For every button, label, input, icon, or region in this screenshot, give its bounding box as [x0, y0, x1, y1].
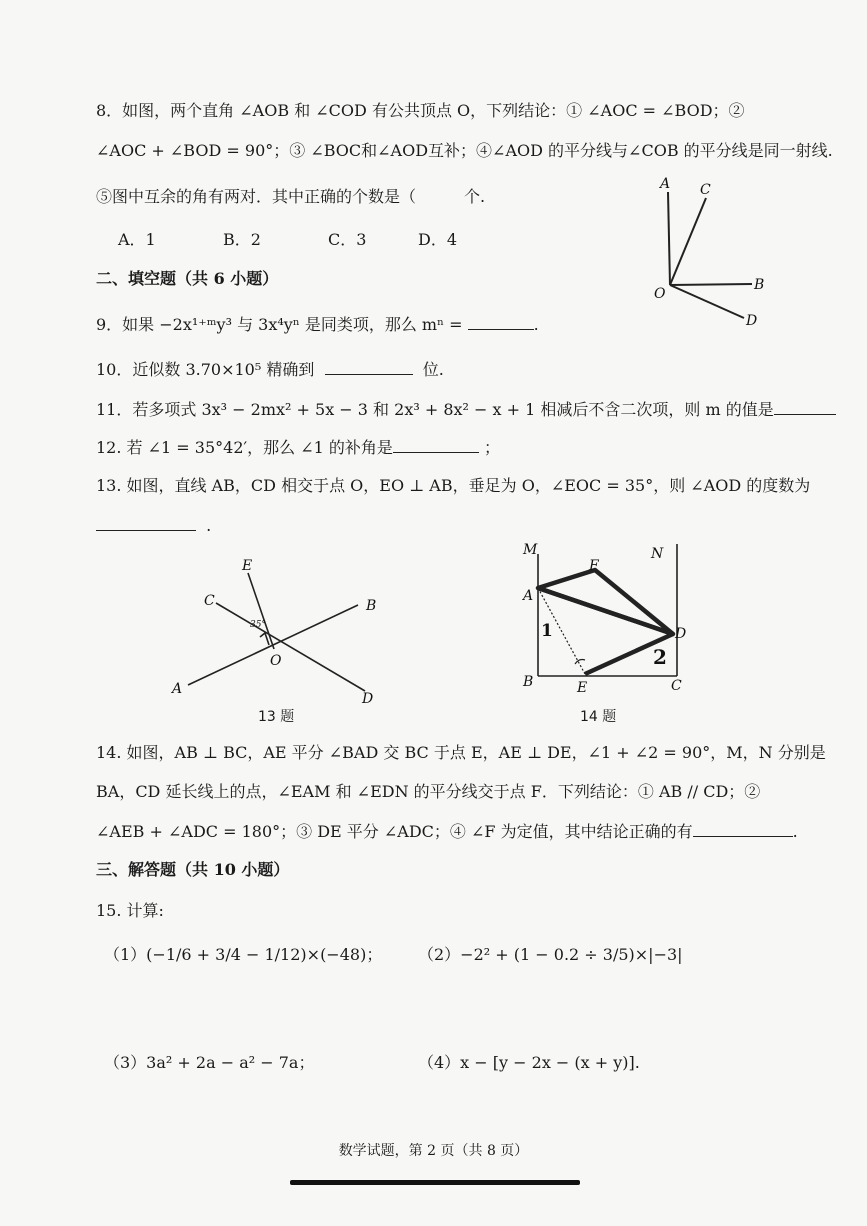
- q14-blank: [693, 820, 793, 837]
- scan-edge-bar: [290, 1180, 580, 1185]
- label-e: E: [242, 558, 253, 574]
- q14-line2: BA，CD 延长线上的点，∠EAM 和 ∠EDN 的平分线交于点 F．下列结论：① AB // CD；②: [96, 782, 761, 801]
- label-f: F: [589, 558, 599, 574]
- label-b: B: [523, 674, 534, 690]
- q12: [96, 436, 500, 459]
- label-angle1: 1: [541, 621, 553, 641]
- label-a: A: [660, 176, 671, 192]
- label-o: O: [270, 653, 282, 669]
- caption-14: 14 题: [580, 709, 617, 725]
- q13-end: .: [206, 516, 212, 535]
- q15-part1: （1）(−1/6 + 3/4 − 1/12)×(−48)；: [104, 945, 383, 964]
- label-n: N: [651, 546, 664, 562]
- q13: 13. 如图，直线 AB，CD 相交于点 O，EO ⊥ AB，垂足为 O，∠EOC = 35°，则 ∠AOD 的度数为: [96, 476, 811, 495]
- label-c: C: [700, 182, 711, 198]
- q15-part3: （3）3a² + 2a − a² − 7a；: [104, 1053, 315, 1072]
- q14-line1: 14. 如图，AB ⊥ BC，AE 平分 ∠BAD 交 BC 于点 E，AE ⊥ DE，∠1 + ∠2 = 90°，M，N 分别是: [96, 743, 826, 762]
- label-d: D: [746, 313, 758, 329]
- label-c: C: [671, 678, 682, 694]
- page-footer: 数学试题，第 2 页（共 8 页）: [338, 1143, 529, 1159]
- q14-end: .: [792, 822, 798, 841]
- q9: [96, 313, 539, 336]
- q8-line1: 8．如图，两个直角 ∠AOB 和 ∠COD 有公共顶点 O，下列结论：① ∠AOC = ∠BOD；②: [96, 101, 745, 120]
- q10-text: 10．近似数 3.70×10⁵ 精确到: [96, 360, 315, 379]
- q11: [96, 398, 836, 421]
- q11-blank: [774, 398, 836, 415]
- q10: [96, 358, 444, 381]
- angle-label: 35°: [250, 620, 266, 630]
- label-b: B: [754, 277, 765, 293]
- label-d: D: [362, 691, 374, 705]
- label-b: B: [366, 598, 377, 614]
- q10-blank: [325, 358, 413, 375]
- label-a: A: [172, 681, 183, 697]
- q12-end: ；: [484, 438, 501, 457]
- q11-text: 11．若多项式 3x³ − 2mx² + 5x − 3 和 2x³ + 8x² − x + 1 相减后不含二次项，则 m 的值是: [96, 400, 774, 419]
- choice-d: D．4: [418, 230, 458, 249]
- label-a: A: [523, 588, 534, 604]
- label-angle2: 2: [653, 645, 667, 669]
- q9-text: 9．如果 −2x¹⁺ᵐy³ 与 3x⁴yⁿ 是同类项，那么 mⁿ =: [96, 315, 468, 334]
- q14-figure: [515, 540, 695, 700]
- q8-line3: ⑤图中互余的角有两对．其中正确的个数是（ 个.: [96, 187, 486, 206]
- q14-text: ∠AEB + ∠ADC = 180°；③ DE 平分 ∠ADC；④ ∠F 为定值，其中结论正确的有: [96, 822, 693, 841]
- q13-blank: [96, 514, 196, 531]
- choice-b: B．2: [223, 230, 261, 249]
- q8-figure: [640, 170, 780, 330]
- q15-title: 15. 计算:: [96, 901, 164, 920]
- q14-line3: [96, 820, 798, 843]
- section2-heading: 二、填空题（共 6 小题）: [96, 269, 279, 288]
- q15-part2: （2）−2² + (1 − 0.2 ÷ 3/5)×|−3|: [418, 945, 683, 964]
- q8-choices: [118, 229, 523, 251]
- section3-heading: 三、解答题（共 10 小题）: [96, 860, 290, 879]
- choice-c: C．3: [328, 230, 367, 249]
- label-o: O: [654, 286, 666, 302]
- q9-end: .: [533, 315, 539, 334]
- choice-a: A．1: [118, 230, 156, 249]
- q12-blank: [393, 436, 479, 453]
- label-c: C: [204, 593, 215, 609]
- q12-text: 12. 若 ∠1 = 35°42′，那么 ∠1 的补角是: [96, 438, 393, 457]
- q10-end: 位.: [422, 360, 444, 379]
- label-d: D: [675, 626, 687, 642]
- q15-part4: （4）x − [y − 2x − (x + y)].: [418, 1053, 640, 1072]
- label-m: M: [523, 542, 538, 558]
- q13-answer-line: [96, 514, 211, 537]
- q8-line2: ∠AOC + ∠BOD = 90°；③ ∠BOC和∠AOD互补；④∠AOD 的平分线与∠COB 的平分线是同一射线.: [96, 141, 833, 160]
- q13-figure: [160, 555, 390, 705]
- label-e: E: [577, 680, 588, 696]
- q9-blank: [468, 313, 534, 330]
- caption-13: 13 题: [258, 709, 295, 725]
